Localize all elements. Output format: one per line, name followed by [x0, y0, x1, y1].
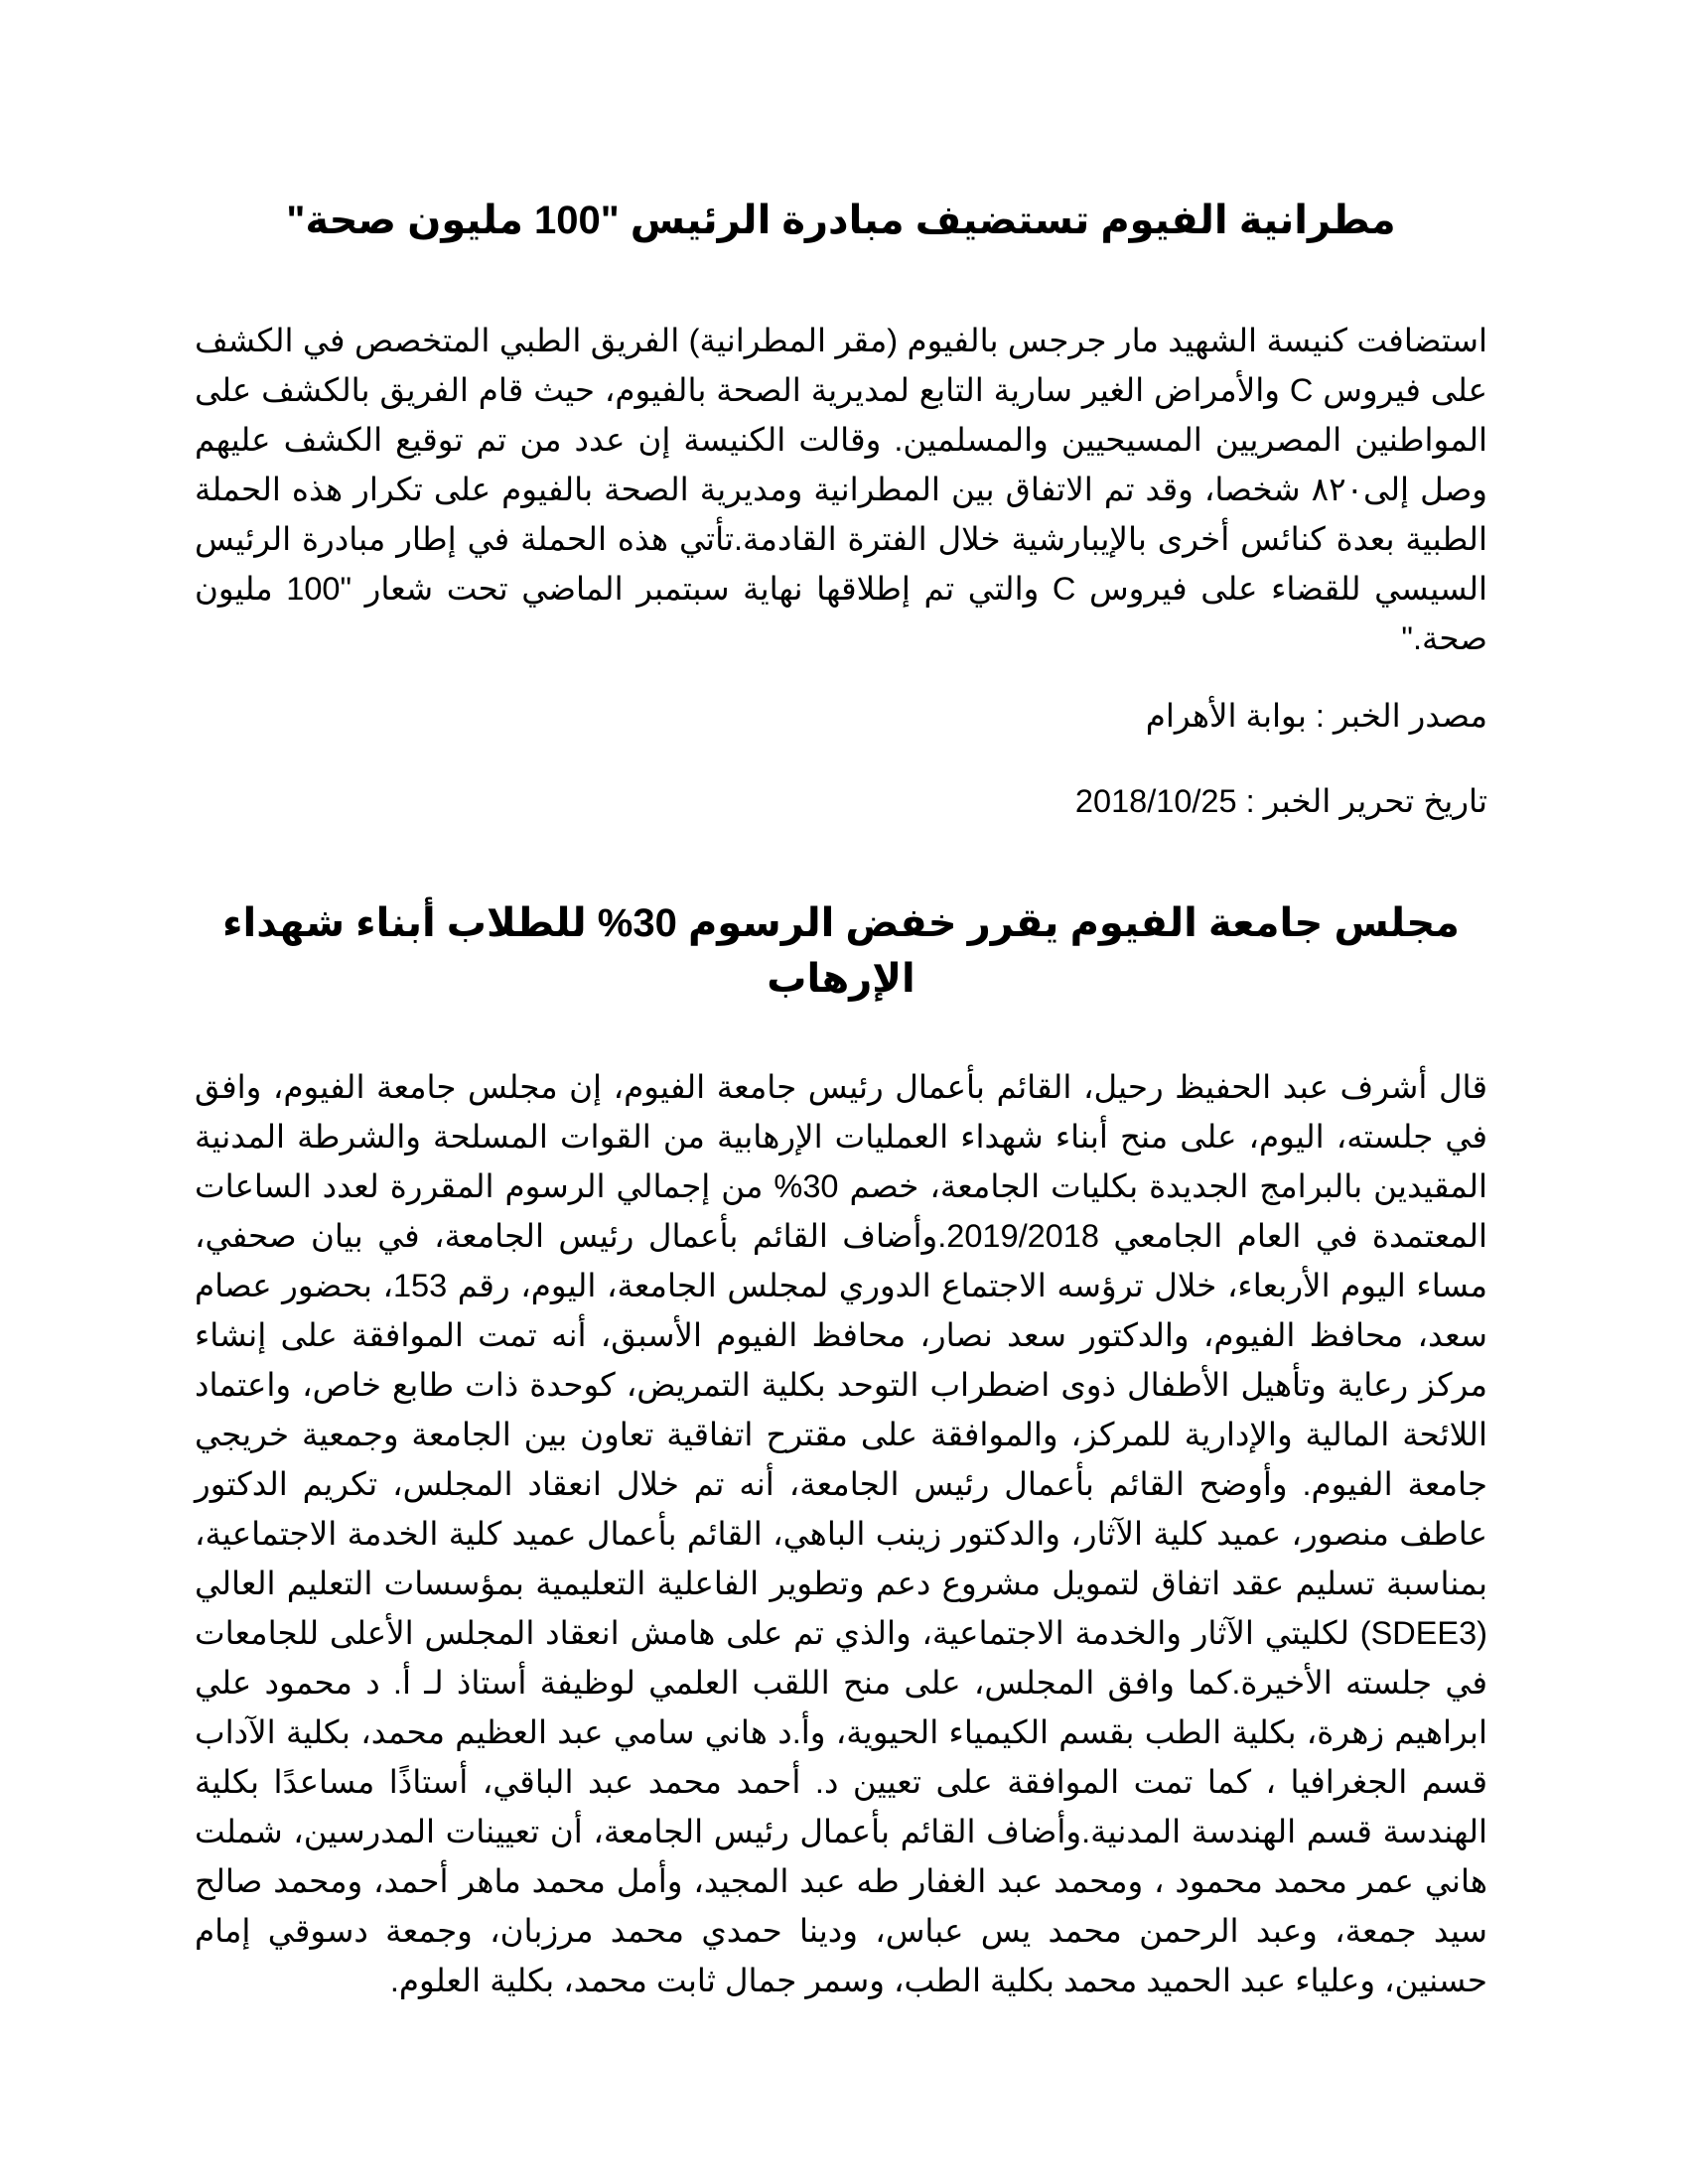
news-article-university-fees [195, 895, 1487, 2005]
article-body: استضافت كنيسة الشهيد مار جرجس بالفيوم (مقر المطرانية) الفريق الطبي المتخصص في الكشف على فيروس C والأمراض الغير سارية التابع لمديرية الصحة بالفيوم، حيث قام الفريق بالكشف على المواطنين المصريين المسيحيين والمسلمين. وقالت الكنيسة إن عدد من تم توقيع الكشف عليهم وصل إلى٨٢٠ شخصا، وقد تم الاتفاق بين المطرانية ومديرية الصحة بالفيوم على تكرار هذه الحملة الطبية بعدة كنائس أخرى بالإيبارشية خلال الفترة القادمة.تأتي هذه الحملة في إطار مبادرة الرئيس السيسي للقضاء على فيروس C والتي تم إطلاقها نهاية سبتمبر الماضي تحت شعار "100 مليون صحة." [195, 323, 1487, 656]
article-headline: مطرانية الفيوم تستضيف مبادرة الرئيس "100 مليون صحة" [286, 199, 1396, 242]
article-source: مصدر الخبر : بوابة الأهرام [1145, 698, 1487, 734]
article-body: قال أشرف عبد الحفيظ رحيل، القائم بأعمال رئيس جامعة الفيوم، إن مجلس جامعة الفيوم، وافق في جلسته، اليوم، على منح أبناء شهداء العمليات الإرهابية من القوات المسلحة والشرطة المدنية المقيدين بالبرامج الجديدة بكليات الجامعة، خصم 30% من إجمالي الرسوم المقررة لعدد الساعات المعتمدة في العام الجامعي 2019/2018.وأضاف القائم بأعمال رئيس الجامعة، في بيان صحفي، مساء اليوم الأربعاء، خلال ترؤسه الاجتماع الدوري لمجلس الجامعة، اليوم، رقم 153، بحضور عصام سعد، محافظ الفيوم، والدكتور سعد نصار، محافظ الفيوم الأسبق، أنه تمت الموافقة على إنشاء مركز رعاية وتأهيل الأطفال ذوى اضطراب التوحد بكلية التمريض، كوحدة ذات طابع خاص، واعتماد اللائحة المالية والإدارية للمركز، والموافقة على مقترح اتفاقية تعاون بين الجامعة وجمعية خريجي جامعة الفيوم. وأوضح القائم بأعمال رئيس الجامعة، أنه تم خلال انعقاد المجلس، تكريم الدكتور عاطف منصور، عميد كلية الآثار، والدكتور زينب الباهي، القائم بأعمال عميد كلية الخدمة الاجتماعية، بمناسبة تسليم عقد اتفاق لتمويل مشروع دعم وتطوير الفاعلية التعليمية بمؤسسات التعليم العالي (SDEE3) لكليتي الآثار والخدمة الاجتماعية، والذي تم على هامش انعقاد المجلس الأعلى للجامعات في جلسته الأخيرة.كما وافق المجلس، على منح اللقب العلمي لوظيفة أستاذ لـ أ. د محمود علي ابراهيم زهرة، بكلية الطب بقسم الكيمياء الحيوية، وأ.د هاني سامي عبد العظيم محمد، بكلية الآداب قسم الجغرافيا ، كما تمت الموافقة على تعيين د. أحمد محمد عبد الباقي، أستاذًا مساعدًا بكلية الهندسة قسم الهندسة المدنية.وأضاف القائم بأعمال رئيس الجامعة، أن تعيينات المدرسين، شملت هاني عمر محمد محمود ، ومحمد عبد الغفار طه عبد المجيد، وأمل محمد ماهر أحمد، ومحمد صالح سيد جمعة، وعبد الرحمن محمد يس عباس، ودينا حمدي محمد مرزبان، وجمعة دسوقي إمام حسنين، وعلياء عبد الحميد محمد بكلية الطب، وسمر جمال ثابت محمد، بكلية العلوم. [195, 1069, 1488, 1998]
article-date: تاريخ تحرير الخبر : 2018/10/25 [1074, 783, 1487, 819]
article-headline: مجلس جامعة الفيوم يقرر خفض الرسوم 30% للطلاب أبناء شهداء الإرهاب [222, 901, 1460, 1001]
news-article-church-health-campaign [195, 193, 1487, 826]
